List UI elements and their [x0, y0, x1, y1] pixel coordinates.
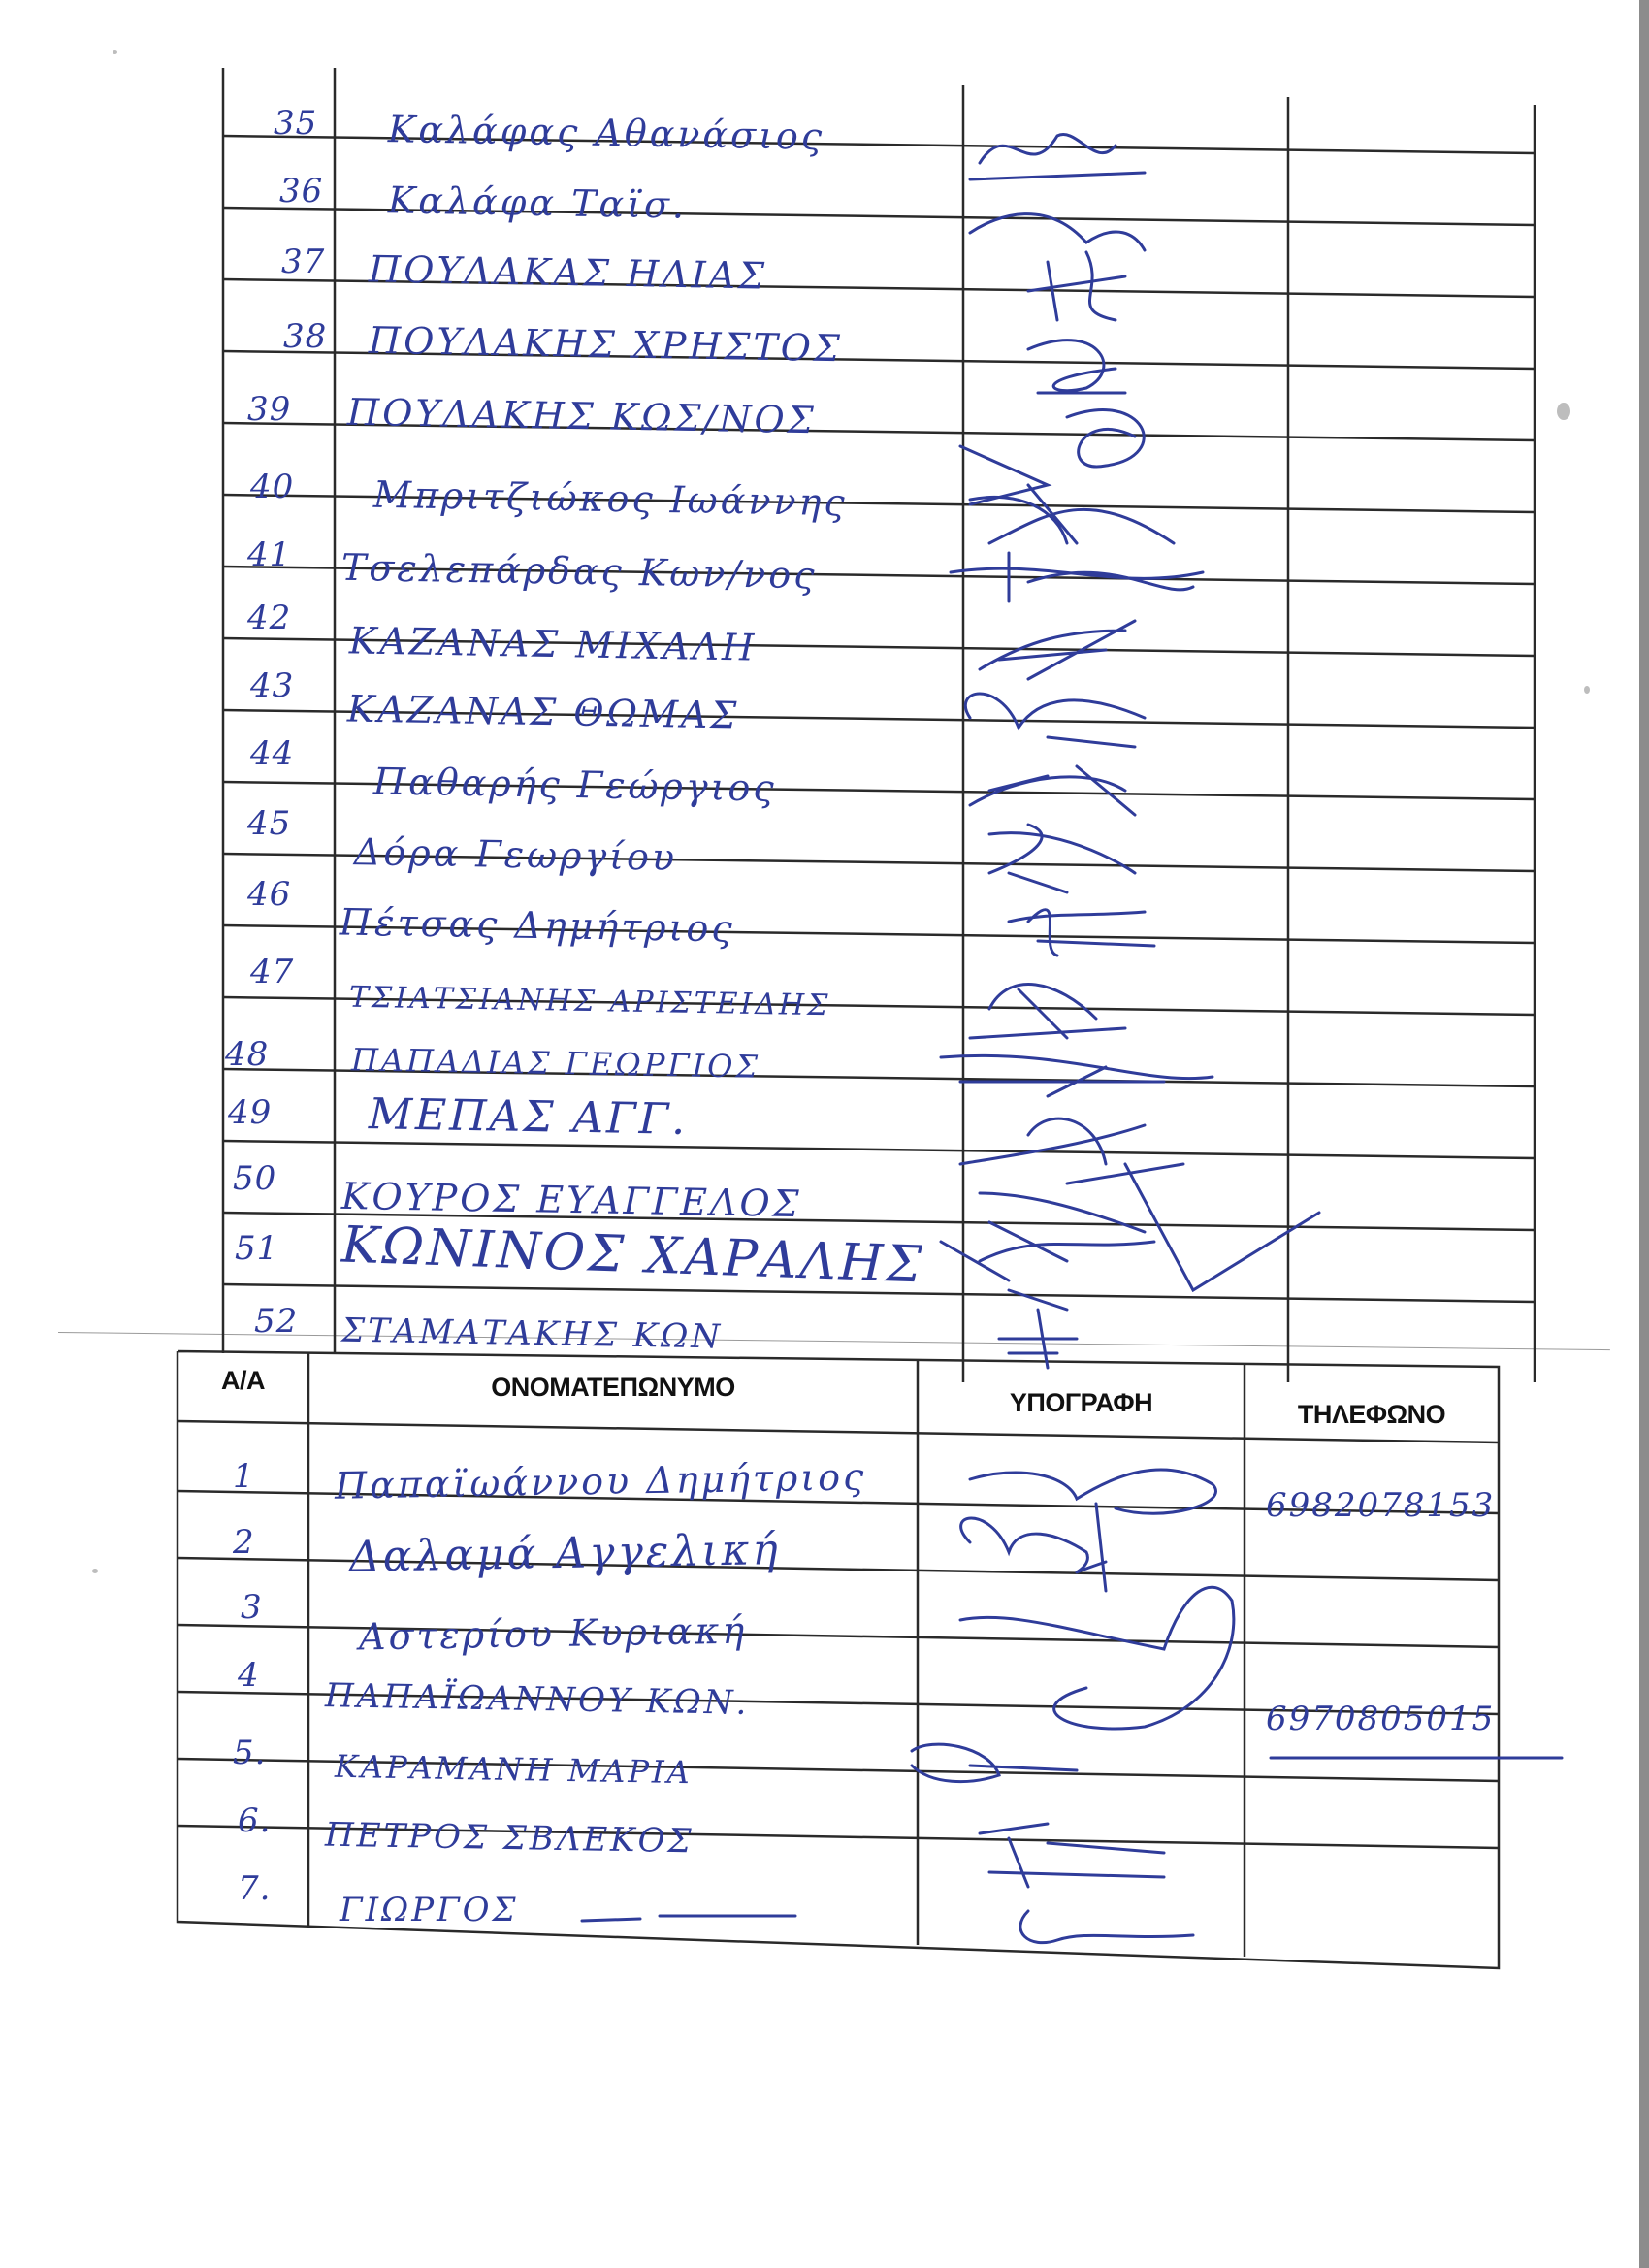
row-number: 48: [225, 1035, 270, 1074]
row-number: 2: [233, 1523, 255, 1562]
row-number: 35: [274, 104, 318, 143]
row-number: 36: [279, 172, 324, 211]
row-name: ΠΟΥΛΑΚΑΣ ΗΛΙΑΣ: [368, 247, 768, 298]
row-number: 44: [250, 734, 295, 773]
row-number: 38: [283, 317, 328, 356]
row-name: ΚΑΖΑΝΑΣ ΜΙΧΑΛΗ: [348, 619, 758, 669]
row-number: 39: [247, 390, 292, 429]
row-name: ΚΑΡΑΜΑΝΗ ΜΑΡΙΑ: [334, 1747, 694, 1792]
row-name: Αστερίου Κυριακή: [358, 1608, 748, 1659]
row-name: Δόρα Γεωργίου: [353, 830, 678, 879]
row-number: 6.: [238, 1801, 272, 1840]
signature-mark: [980, 1824, 1164, 1887]
row-name: ΠΑΠΑΔΙΑΣ ΓΕΩΡΓΙΟΣ: [350, 1041, 761, 1085]
row-number: 43: [250, 666, 295, 705]
row-name: ΚΟΥΡΟΣ ΕΥΑΓΓΕΛΟΣ: [340, 1174, 802, 1226]
row-name: Παθαρής Γεώργιος: [372, 760, 778, 810]
row-number: 37: [281, 243, 326, 281]
row-name: ΚΑΖΑΝΑΣ ΘΩΜΑΣ: [346, 687, 740, 737]
row-name: Καλάφα Ταϊσ.: [387, 178, 688, 227]
row-name: Μπριτζιώκος Ιωάννης: [372, 472, 849, 525]
row-number: 41: [247, 535, 292, 574]
column-header-name: ΟΝΟΜΑΤΕΠΩΝΥΜΟ: [491, 1372, 735, 1402]
row-number: 1: [233, 1457, 255, 1496]
row-name: Καλάφας Αθανάσιος: [387, 108, 825, 158]
row-number: 5.: [233, 1733, 267, 1772]
signature-mark: [961, 1504, 1106, 1591]
name-dash-mark: [582, 1916, 795, 1921]
row-number: 7.: [238, 1869, 272, 1908]
row-name: ΠΑΠΑΪΩΑΝΝΟΥ ΚΩΝ.: [324, 1676, 750, 1723]
row-number: 45: [247, 804, 292, 843]
row-name: ΠΟΥΛΑΚΗΣ ΚΩΣ/ΝΟΣ: [346, 390, 817, 442]
column-header-phone: ΤΗΛΕΦΩΝΟ: [1297, 1399, 1446, 1429]
row-number: 47: [250, 953, 295, 991]
row-name: ΣΤΑΜΑΤΑΚΗΣ ΚΩΝ: [340, 1311, 724, 1357]
row-number: 52: [254, 1302, 299, 1341]
signature-mark: [970, 1470, 1216, 1513]
row-number: 3: [241, 1588, 263, 1627]
row-name: Τσελεπάρδας Κων/νος: [340, 545, 818, 598]
row-phone: 6982078153: [1266, 1486, 1496, 1525]
signature-mark: [1020, 1911, 1193, 1943]
row-number: 4: [238, 1656, 260, 1695]
row-number: 50: [233, 1159, 277, 1198]
row-name: Δαλαμά Αγγελική: [348, 1525, 782, 1582]
row-phone: 6970805015: [1266, 1700, 1496, 1738]
row-name: ΤΣΙΑΤΣΙΑΝΗΣ ΑΡΙΣΤΕΙΔΗΣ: [348, 980, 831, 1023]
column-header-aa: Α/Α: [221, 1365, 265, 1395]
signature-mark: [912, 1744, 1077, 1781]
column-header-signature: ΥΠΟΓΡΑΦΗ: [1009, 1387, 1153, 1417]
row-name: Παπαϊωάννου Δημήτριος: [334, 1455, 867, 1507]
row-number: 42: [247, 599, 292, 637]
row-name: ΠΕΤΡΟΣ ΣΒΛΕΚΟΣ: [324, 1815, 695, 1862]
row-number: 51: [235, 1229, 279, 1268]
row-number: 46: [247, 875, 292, 914]
row-number: 49: [228, 1093, 273, 1132]
row-name: ΚΩΝΙΝΟΣ ΧΑΡΑΛΗΣ: [340, 1215, 926, 1295]
signature-mark: [960, 1587, 1234, 1729]
row-name: ΜΕΠΑΣ ΑΓΓ.: [368, 1089, 689, 1145]
row-name: ΠΟΥΛΑΚΗΣ ΧΡΗΣΤΟΣ: [368, 318, 844, 371]
row-number: 40: [250, 468, 295, 506]
row-name: Πέτσας Δημήτριος: [339, 900, 735, 951]
row-name: ΓΙΩΡΓΟΣ: [340, 1891, 519, 1929]
